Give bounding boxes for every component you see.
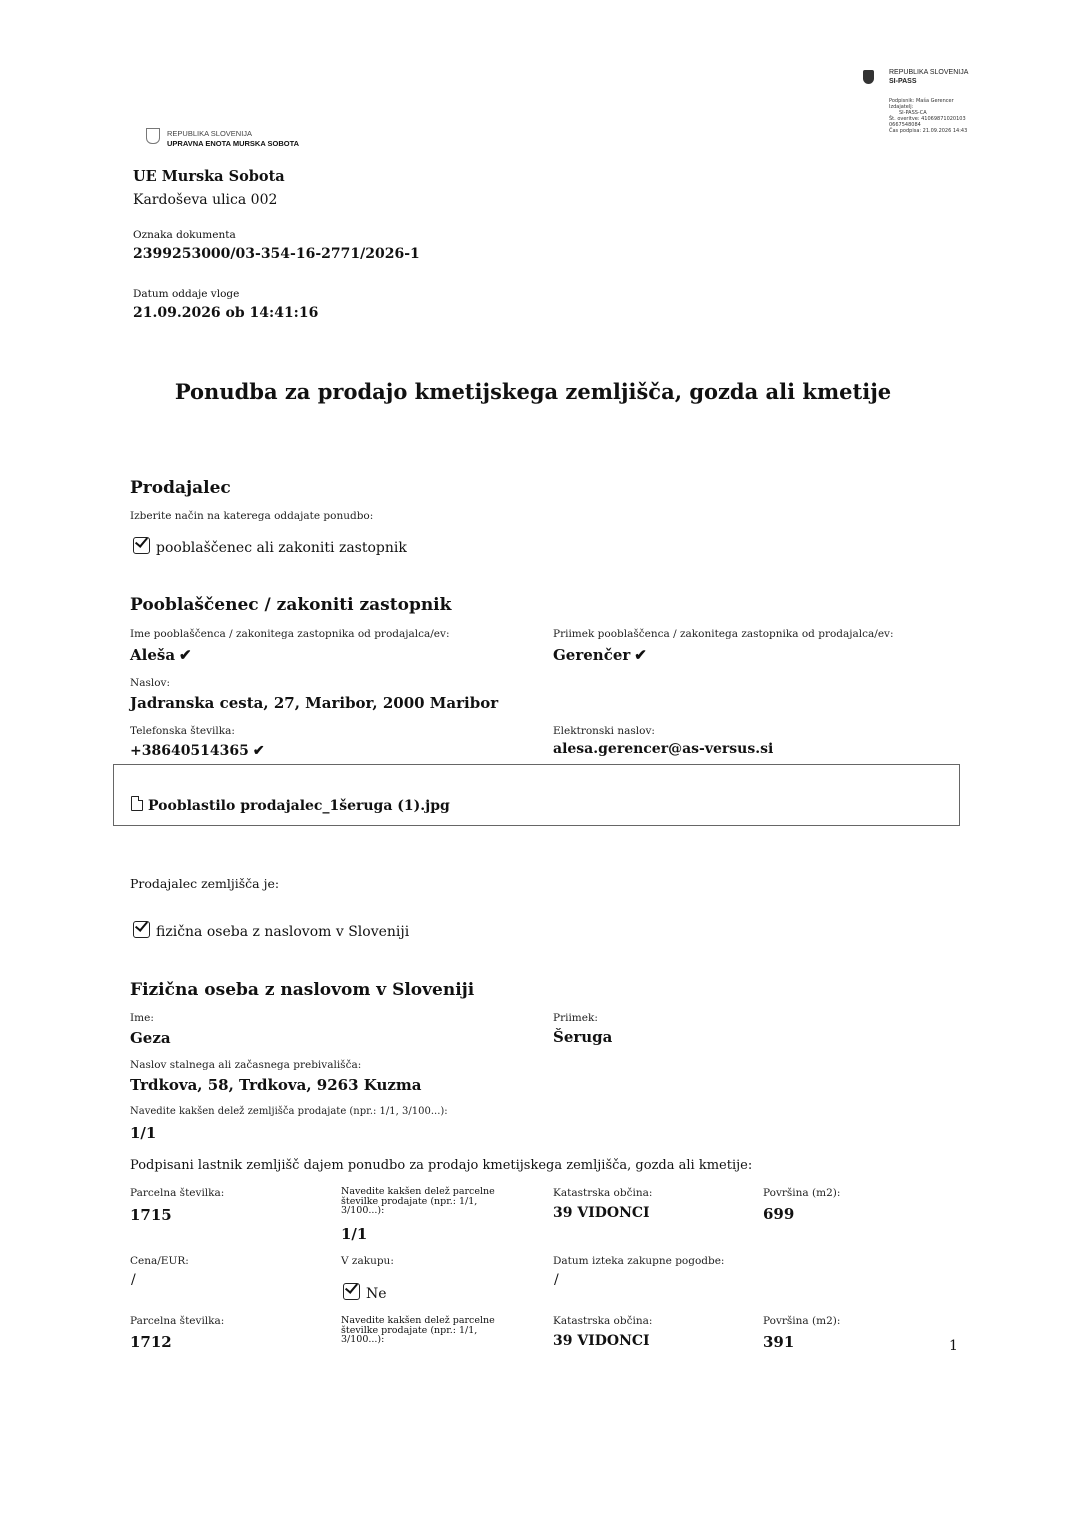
katastrska-obcina-label: Katastrska občina: — [553, 1187, 653, 1199]
section-prodajalec: Prodajalec — [130, 478, 231, 498]
attachment-filename: Pooblastilo prodajalec_1šeruga (1).jpg — [148, 798, 450, 814]
datum-value: 21.09.2026 ob 14:41:16 — [133, 305, 319, 321]
cena-label: Cena/EUR: — [130, 1255, 189, 1267]
status-value: fizična oseba z naslovom v Sloveniji — [156, 924, 410, 940]
cena-value: / — [131, 1272, 136, 1288]
delez-zemljisca-label: Navedite kakšen delež zemljišča prodajate (npr.: 1/1, 3/100...): — [130, 1106, 448, 1117]
verified-check-icon: ✔ — [179, 646, 192, 664]
priimek-value: Šeruga — [553, 1028, 613, 1046]
status-option[interactable] — [133, 921, 409, 940]
naslov-value: Jadranska cesta, 27, Maribor, 2000 Maribor — [130, 694, 499, 712]
email-value: alesa.gerencer@as-versus.si — [553, 741, 774, 757]
section-pooblascenec: Pooblaščenec / zakoniti zastopnik — [130, 595, 452, 615]
office-address: Kardoševa ulica 002 — [133, 192, 278, 208]
parcela-label: Parcelna številka: — [130, 1187, 225, 1199]
sipass-issuer-label: Izdajatelj: — [889, 104, 914, 110]
delez-parcele-value: 1/1 — [341, 1225, 368, 1243]
datum-izteka-label: Datum izteka zakupne pogodbe: — [553, 1255, 725, 1267]
sipass-signer: Podpisnik: Maša Gerencer — [889, 98, 954, 104]
attachment-file[interactable] — [131, 796, 450, 814]
page-number: 1 — [949, 1338, 958, 1354]
naslov-label: Naslov: — [130, 677, 170, 689]
header-upravna-enota: UPRAVNA ENOTA MURSKA SOBOTA — [167, 139, 300, 148]
verified-check-icon: ✔ — [252, 743, 265, 759]
ime-label: Ime: — [130, 1012, 154, 1024]
povrsina-value: 391 — [763, 1333, 795, 1351]
nacin-label: Izberite način na katerega oddajate ponudbo: — [130, 510, 374, 522]
telefon-value: +38640514365 ✔ — [130, 743, 265, 759]
page-title: Ponudba za prodajo kmetijskega zemljišča, gozda ali kmetije — [174, 379, 892, 404]
attachment-box — [113, 764, 960, 826]
sipass-title: SI-PASS — [889, 78, 917, 85]
telefon-label: Telefonska številka: — [130, 725, 235, 737]
verified-check-icon: ✔ — [634, 646, 647, 664]
section-fizicna-oseba: Fizična oseba z naslovom v Sloveniji — [130, 980, 475, 1000]
ime-value: Geza — [130, 1029, 171, 1047]
delez-parcele-label: Navedite kakšen delež parcelne številke prodajate (npr.: 1/1, 3/100...): — [341, 1315, 495, 1345]
ime-pooblascenca-label: Ime pooblaščenca / zakonitega zastopnika od prodajalca/ev: — [130, 628, 450, 640]
delez-zemljisca-value: 1/1 — [130, 1124, 157, 1142]
checkbox-checked-icon[interactable] — [343, 1283, 360, 1300]
datum-izteka-value: / — [554, 1272, 559, 1288]
zakup-value: Ne — [366, 1286, 387, 1302]
checkbox-checked-icon[interactable] — [133, 921, 150, 938]
status-label: Prodajalec zemljišča je: — [130, 876, 280, 891]
katastrska-obcina-label: Katastrska občina: — [553, 1315, 653, 1327]
oznaka-value: 2399253000/03-354-16-2771/2026-1 — [133, 246, 420, 262]
zakup-option[interactable] — [343, 1283, 387, 1302]
parcela-label: Parcelna številka: — [130, 1315, 225, 1327]
coat-of-arms-icon — [863, 70, 874, 84]
delez-parcele-label: Navedite kakšen delež parcelne številke prodajate (npr.: 1/1, 3/100...): — [341, 1186, 495, 1216]
priimek-label: Priimek: — [553, 1012, 598, 1024]
parcela-value: 1715 — [130, 1206, 172, 1224]
office-name: UE Murska Sobota — [133, 168, 285, 185]
ime-pooblascenca-value: Aleša ✔ — [130, 646, 192, 664]
checkbox-checked-icon[interactable] — [133, 537, 150, 554]
zakup-label: V zakupu: — [341, 1255, 394, 1267]
sipass-issuer: SI-PASS-CA — [899, 110, 927, 116]
oznaka-label: Oznaka dokumenta — [133, 229, 236, 241]
datum-label: Datum oddaje vloge — [133, 288, 240, 300]
povrsina-label: Površina (m2): — [763, 1315, 841, 1327]
povrsina-label: Površina (m2): — [763, 1187, 841, 1199]
prebivalisce-label: Naslov stalnega ali začasnega prebivališča: — [130, 1059, 362, 1071]
prebivalisce-value: Trdkova, 58, Trdkova, 9263 Kuzma — [130, 1076, 422, 1094]
sipass-republika: REPUBLIKA SLOVENIJA — [889, 69, 969, 76]
sipass-serial: Št. overitve: 41069871020103 0667548084 — [889, 116, 966, 128]
nacin-option[interactable] — [133, 537, 407, 556]
parcela-value: 1712 — [130, 1333, 172, 1351]
sipass-time: Čas podpisa: 21.09.2026 14:43 — [889, 128, 968, 134]
nacin-value: pooblaščenec ali zakoniti zastopnik — [156, 540, 407, 556]
povrsina-value: 699 — [763, 1205, 795, 1223]
coat-of-arms-icon — [146, 128, 160, 144]
header-republika: REPUBLIKA SLOVENIJA — [167, 129, 253, 138]
katastrska-obcina-value: 39 VIDONCI — [553, 1205, 650, 1221]
file-icon — [131, 796, 143, 811]
ponudba-text: Podpisani lastnik zemljišč dajem ponudbo za prodajo kmetijskega zemljišča, gozda ali kmetije: — [130, 1158, 753, 1173]
priimek-pooblascenca-label: Priimek pooblaščenca / zakonitega zastopnika od prodajalca/ev: — [553, 628, 894, 640]
priimek-pooblascenca-value: Gerenčer ✔ — [553, 646, 647, 664]
katastrska-obcina-value: 39 VIDONCI — [553, 1333, 650, 1349]
email-label: Elektronski naslov: — [553, 725, 655, 737]
